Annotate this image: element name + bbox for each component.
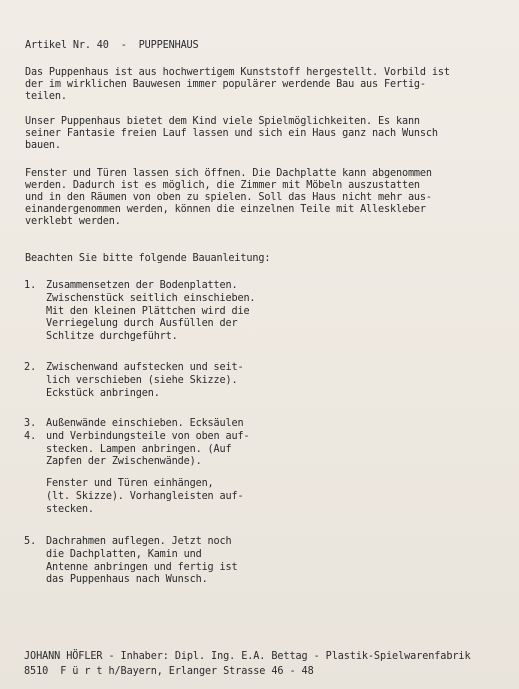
step-number-2: 2. bbox=[24, 362, 37, 373]
instructions-intro: Beachten Sie bitte folgende Bauanleitung: bbox=[25, 253, 271, 264]
step-number-1: 1. bbox=[24, 280, 37, 291]
paragraph-material: Das Puppenhaus ist aus hochwertigem Kunststoff hergestellt. Vorbild ist der im wirklichen Bauwesen immer populärer werdende Bau aus Fertig- teilen. bbox=[25, 67, 450, 102]
footer-company: JOHANN HÖFLER - Inhaber: Dipl. Ing. E.A. Bettag - Plastik-Spielwarenfabrik bbox=[24, 651, 471, 662]
step-text-1: Zusammensetzen der Bodenplatten. Zwischenstück seitlich einschieben. Mit den kleinen Plättchen wird die Verriegelung durch Ausfüllen der Schlitze durchgeführt. bbox=[46, 280, 256, 343]
paragraph-play-options: Unser Puppenhaus bietet dem Kind viele Spielmöglichkeiten. Es kann seiner Fantasie freien Lauf lassen und sich ein Haus ganz nach Wunsch bauen. bbox=[25, 116, 438, 151]
step-text-3-4-continued: Fenster und Türen einhängen, (lt. Skizze). Vorhangleisten auf- stecken. bbox=[46, 478, 244, 515]
step-text-3-4: Außenwände einschieben. Ecksäulen und Verbindungsteile von oben auf- stecken. Lampen anbringen. (Auf Zapfen der Zwischenwände). bbox=[46, 418, 250, 468]
step-number-3: 3. bbox=[24, 418, 37, 429]
paragraph-windows-doors: Fenster und Türen lassen sich öffnen. Die Dachplatte kann abgenommen werden. Dadurch ist es möglich, die Zimmer mit Möbeln auszustatten und in den Räumen von oben zu spielen. Soll das Haus nicht mehr aus- einandergenommen werden, können die einzelnen Teile mit Alleskleber verklebt werden. bbox=[25, 168, 432, 227]
article-title: Artikel Nr. 40 - PUPPENHAUS bbox=[25, 40, 199, 51]
footer-address: 8510 F ü r t h/Bayern, Erlanger Strasse 46 - 48 bbox=[24, 666, 314, 677]
step-text-2: Zwischenwand aufstecken und seit- lich verschieben (siehe Skizze). Eckstück anbringen. bbox=[46, 362, 244, 399]
step-number-4: 4. bbox=[24, 431, 37, 442]
step-text-5: Dachrahmen auflegen. Jetzt noch die Dachplatten, Kamin und Antenne anbringen und fertig ist das Puppenhaus nach Wunsch. bbox=[46, 536, 238, 586]
step-number-5: 5. bbox=[24, 536, 37, 547]
